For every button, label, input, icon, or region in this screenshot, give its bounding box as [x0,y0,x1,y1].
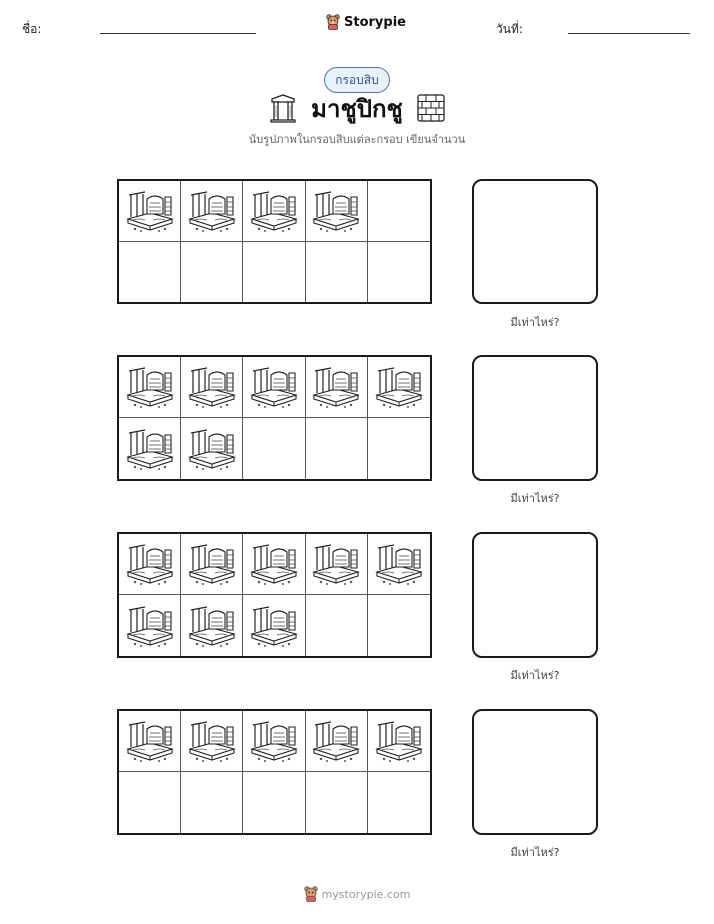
machu-picchu-ruins-icon [187,189,237,233]
machu-picchu-ruins-icon [125,604,175,648]
frame-cell-empty [243,418,305,479]
page-title: มาชูปิกชู [311,94,403,123]
frame-cell-filled [181,181,243,242]
frame-cell-filled [243,711,305,772]
instructions: นับรูปภาพในกรอบสิบแต่ละกรอบ เขียนจำนวน [248,133,466,146]
answer-box[interactable] [472,709,598,835]
machu-picchu-ruins-icon [125,427,175,471]
frame-cell-empty [306,772,368,833]
name-field[interactable] [100,33,256,34]
frame-cell-filled [243,595,305,656]
ten-frame [117,709,432,835]
frame-cell-filled [181,595,243,656]
frame-cell-empty [119,242,181,303]
answer-box[interactable] [472,532,598,658]
question-label: มีเท่าไหร่? [510,846,560,859]
machu-picchu-ruins-icon [249,719,299,763]
frame-cell-empty [368,242,430,303]
brand-logo [326,14,406,30]
frame-cell-empty [119,772,181,833]
frame-cell-filled [306,534,368,595]
frame-cell-empty [368,418,430,479]
frame-cell-filled [243,357,305,418]
machu-picchu-ruins-icon [374,542,424,586]
frame-cell-filled [181,711,243,772]
frame-cell-empty [368,595,430,656]
frame-cell-filled [181,534,243,595]
frame-cell-filled [243,534,305,595]
answer-box[interactable] [472,355,598,481]
machu-picchu-ruins-icon [249,542,299,586]
machu-picchu-ruins-icon [249,189,299,233]
machu-picchu-ruins-icon [187,604,237,648]
machu-picchu-ruins-icon [187,365,237,409]
ten-frame [117,355,432,481]
frame-cell-empty [243,242,305,303]
frame-cell-filled [306,181,368,242]
category-tag: กรอบสิบ [324,67,389,93]
frame-cell-filled [306,711,368,772]
machu-picchu-ruins-icon [249,604,299,648]
machu-picchu-ruins-icon [311,365,361,409]
question-label: มีเท่าไหร่? [510,316,560,329]
machu-picchu-ruins-icon [374,365,424,409]
brand-name: Storypie [344,14,406,30]
machu-picchu-ruins-icon [187,427,237,471]
frame-cell-filled [119,357,181,418]
frame-cell-filled [368,711,430,772]
frame-cell-empty [368,772,430,833]
frame-cell-filled [181,357,243,418]
frame-cell-empty [181,242,243,303]
frame-cell-filled [368,534,430,595]
machu-picchu-ruins-icon [125,189,175,233]
bear-mascot-icon [326,14,340,30]
frame-cell-empty [306,418,368,479]
machu-picchu-ruins-icon [311,719,361,763]
footer [304,886,411,902]
frame-cell-empty [181,772,243,833]
frame-cell-empty [306,242,368,303]
date-field[interactable] [568,33,690,34]
machu-picchu-ruins-icon [187,542,237,586]
machu-picchu-ruins-icon [125,542,175,586]
machu-picchu-ruins-icon [311,189,361,233]
footer-url: mystorypie.com [321,887,411,901]
machu-picchu-ruins-icon [187,719,237,763]
stone-wall-icon [417,94,445,122]
machu-picchu-ruins-icon [125,365,175,409]
frame-cell-filled [119,534,181,595]
frame-cell-empty [368,181,430,242]
machu-picchu-ruins-icon [374,719,424,763]
frame-cell-filled [306,357,368,418]
machu-picchu-ruins-icon [311,542,361,586]
machu-picchu-ruins-icon [125,719,175,763]
frame-cell-filled [119,418,181,479]
frame-cell-filled [119,181,181,242]
ten-frame [117,179,432,304]
frame-cell-empty [306,595,368,656]
question-label: มีเท่าไหร่? [510,492,560,505]
frame-cell-filled [243,181,305,242]
frame-cell-empty [243,772,305,833]
frame-cell-filled [181,418,243,479]
ruin-gate-icon [269,93,297,123]
bear-mascot-icon [304,886,318,902]
ten-frame [117,532,432,658]
frame-cell-filled [119,595,181,656]
frame-cell-filled [119,711,181,772]
answer-box[interactable] [472,179,598,304]
question-label: มีเท่าไหร่? [510,669,560,682]
frame-cell-filled [368,357,430,418]
name-label: ชื่อ: [22,22,42,36]
machu-picchu-ruins-icon [249,365,299,409]
date-label: วันที่: [496,22,523,36]
